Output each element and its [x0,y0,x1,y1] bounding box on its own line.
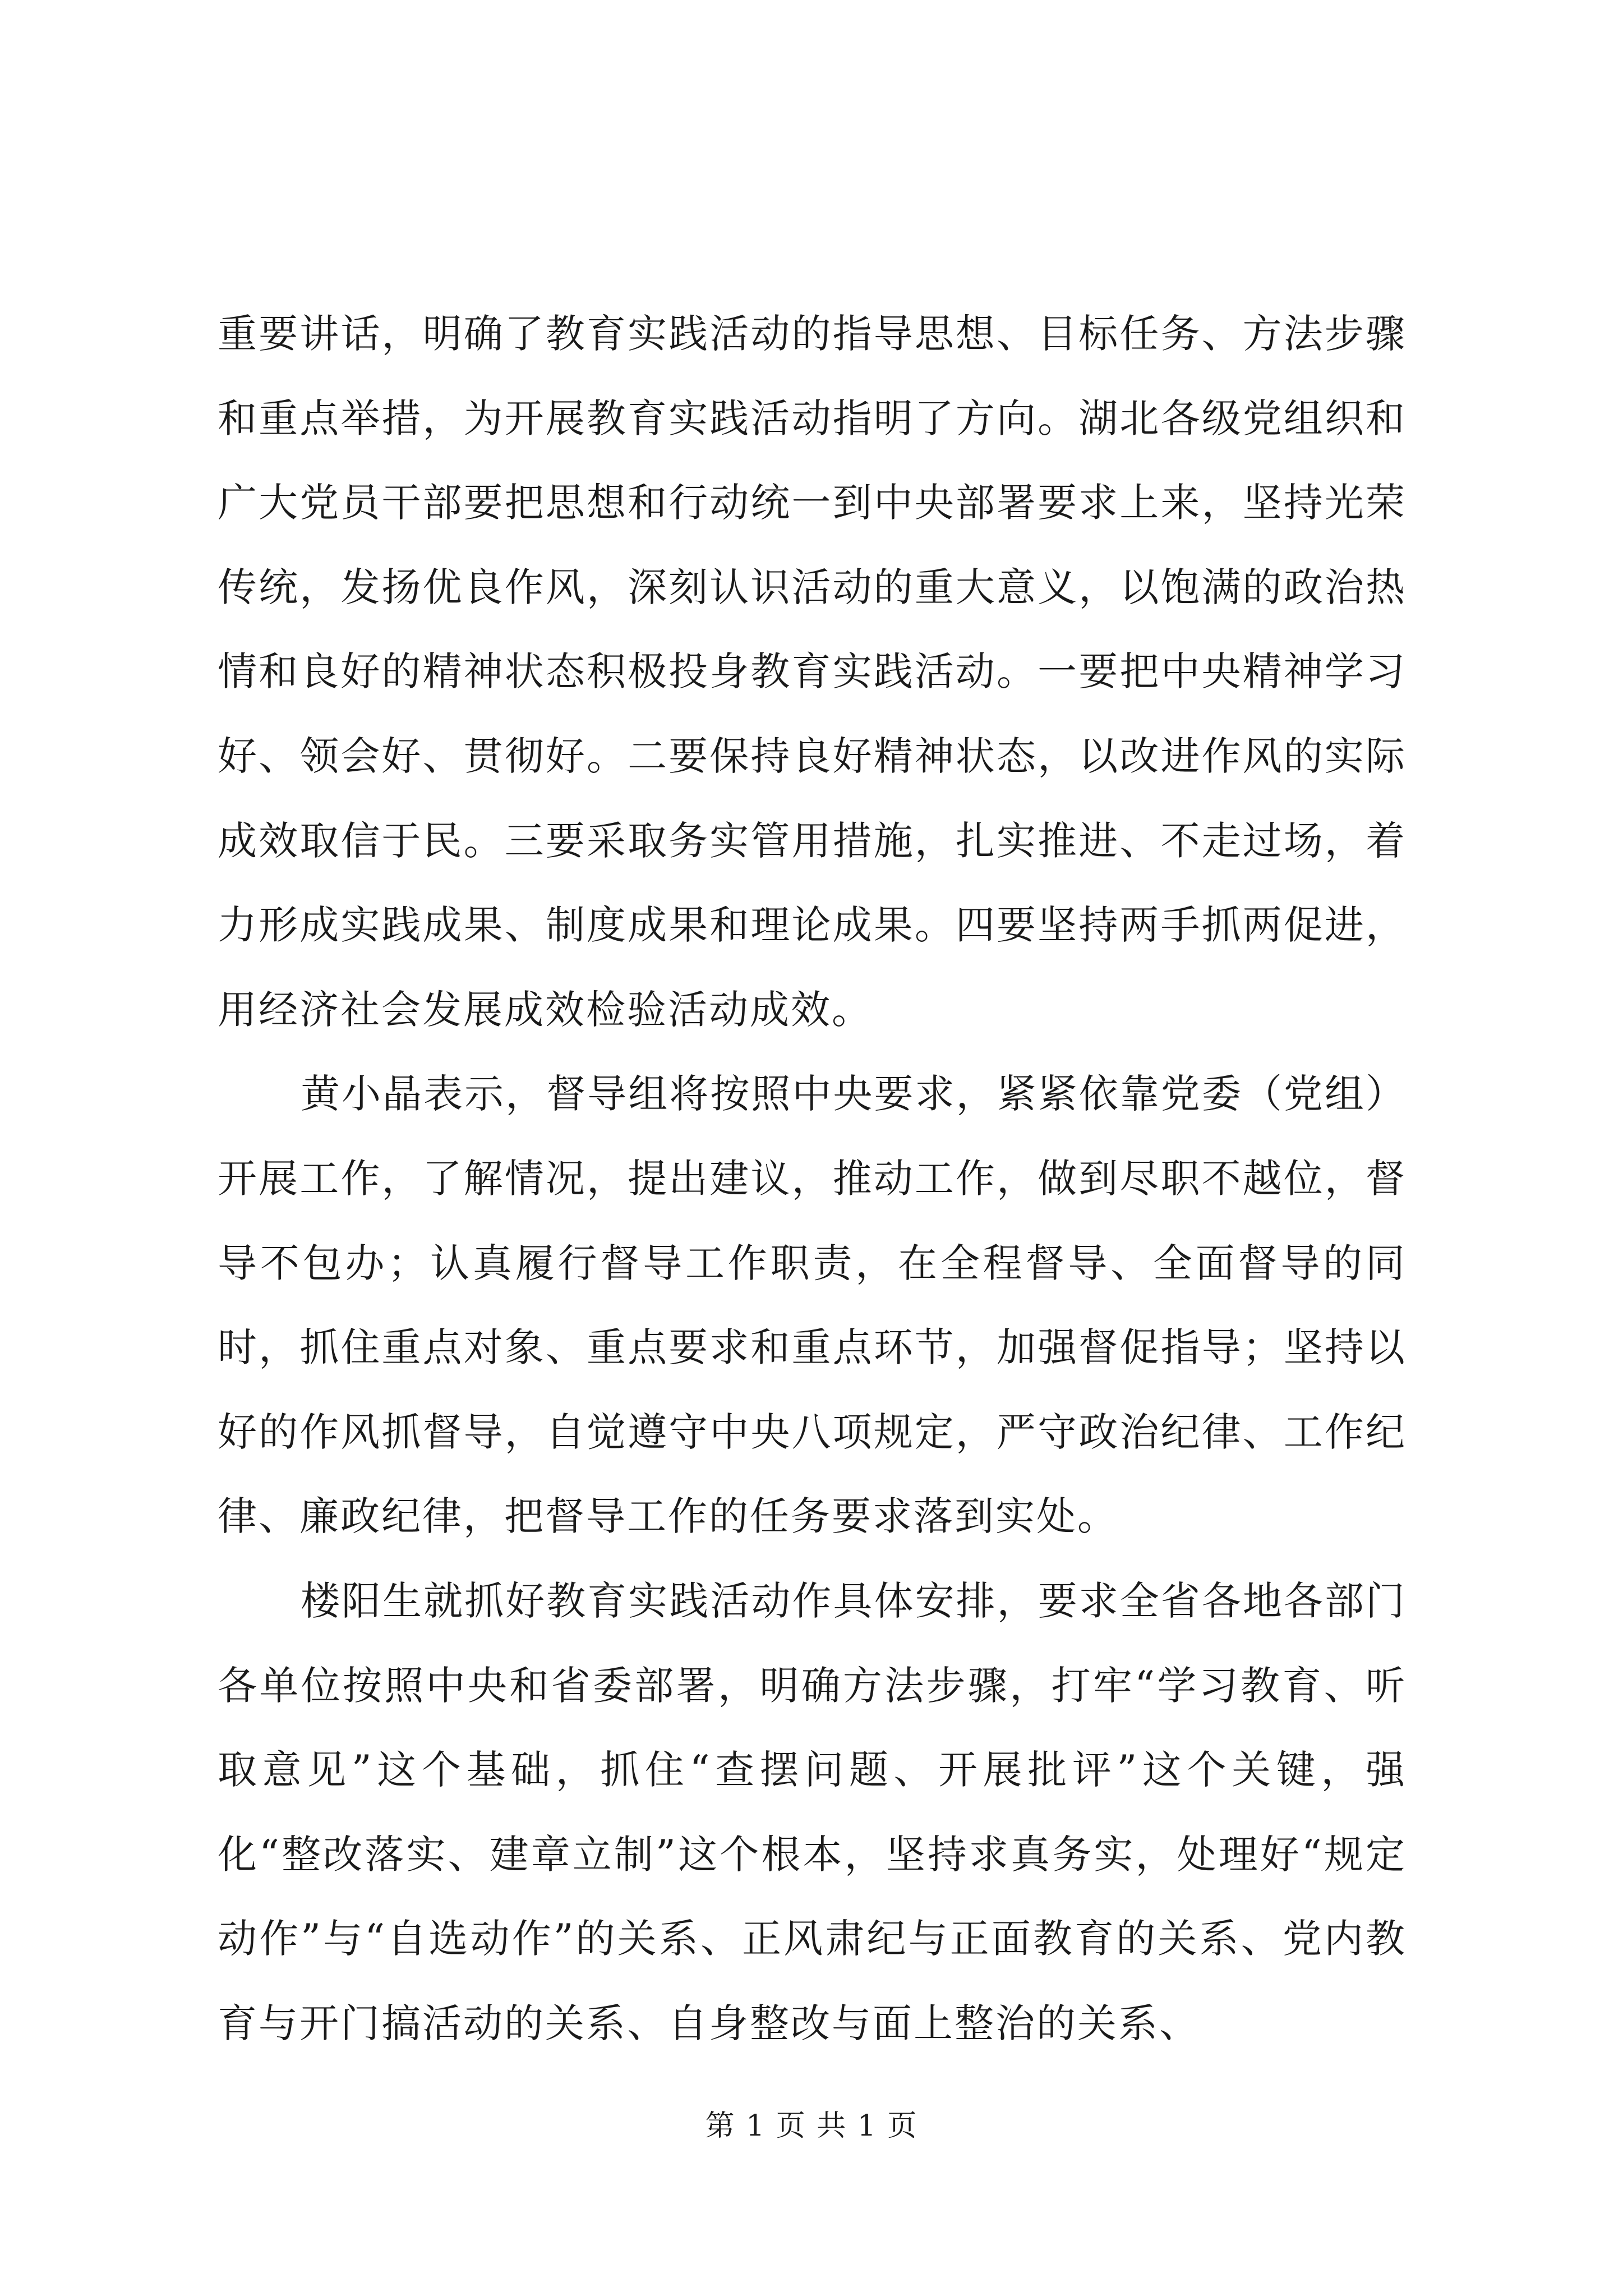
document-body [218,292,1407,2065]
paragraph-huang-xiaojing: 黄小晶表示，督导组将按照中央要求，紧紧依靠党委（党组）开展工作，了解情况，提出建议，推动工作，做到尽职不越位，督导不包办；认真履行督导工作职责，在全程督导、全面督导的同时，抓住重点对象、重点要求和重点环节，加强督促指导；坚持以好的作风抓督导，自觉遵守中央八项规定，严守政治纪律、工作纪律、廉政纪律，把督导工作的任务要求落到实处。 [218,1071,1407,1540]
page-footer: 第 1 页 共 1 页 [705,2109,918,2143]
paragraph-lou-yangsheng: 楼阳生就抓好教育实践活动作具体安排，要求全省各地各部门各单位按照中央和省委部署，明确方法步骤，打牢“学习教育、听取意见”这个基础，抓住“查摆问题、开展批评”这个关键，强化“整改落实、建章立制”这个根本，坚持求真务实，处理好“规定动作”与“自选动作”的关系、正风肃纪与正面教育的关系、党内教育与开门搞活动的关系、自身整改与面上整治的关系、 [218,1577,1407,2046]
paragraph-continuation: 重要讲话，明确了教育实践活动的指导思想、目标任务、方法步骤和重点举措，为开展教育实践活动指明了方向。湖北各级党组织和广大党员干部要把思想和行动统一到中央部署要求上来，坚持光荣传统，发扬优良作风，深刻认识活动的重大意义，以饱满的政治热情和良好的精神状态积极投身教育实践活动。一要把中央精神学习好、领会好、贯彻好。二要保持良好精神状态，以改进作风的实际成效取信于民。三要采取务实管用措施，扎实推进、不走过场，着力形成实践成果、制度成果和理论成果。四要坚持两手抓两促进，用经济社会发展成效检验活动成效。 [218,311,1407,1033]
